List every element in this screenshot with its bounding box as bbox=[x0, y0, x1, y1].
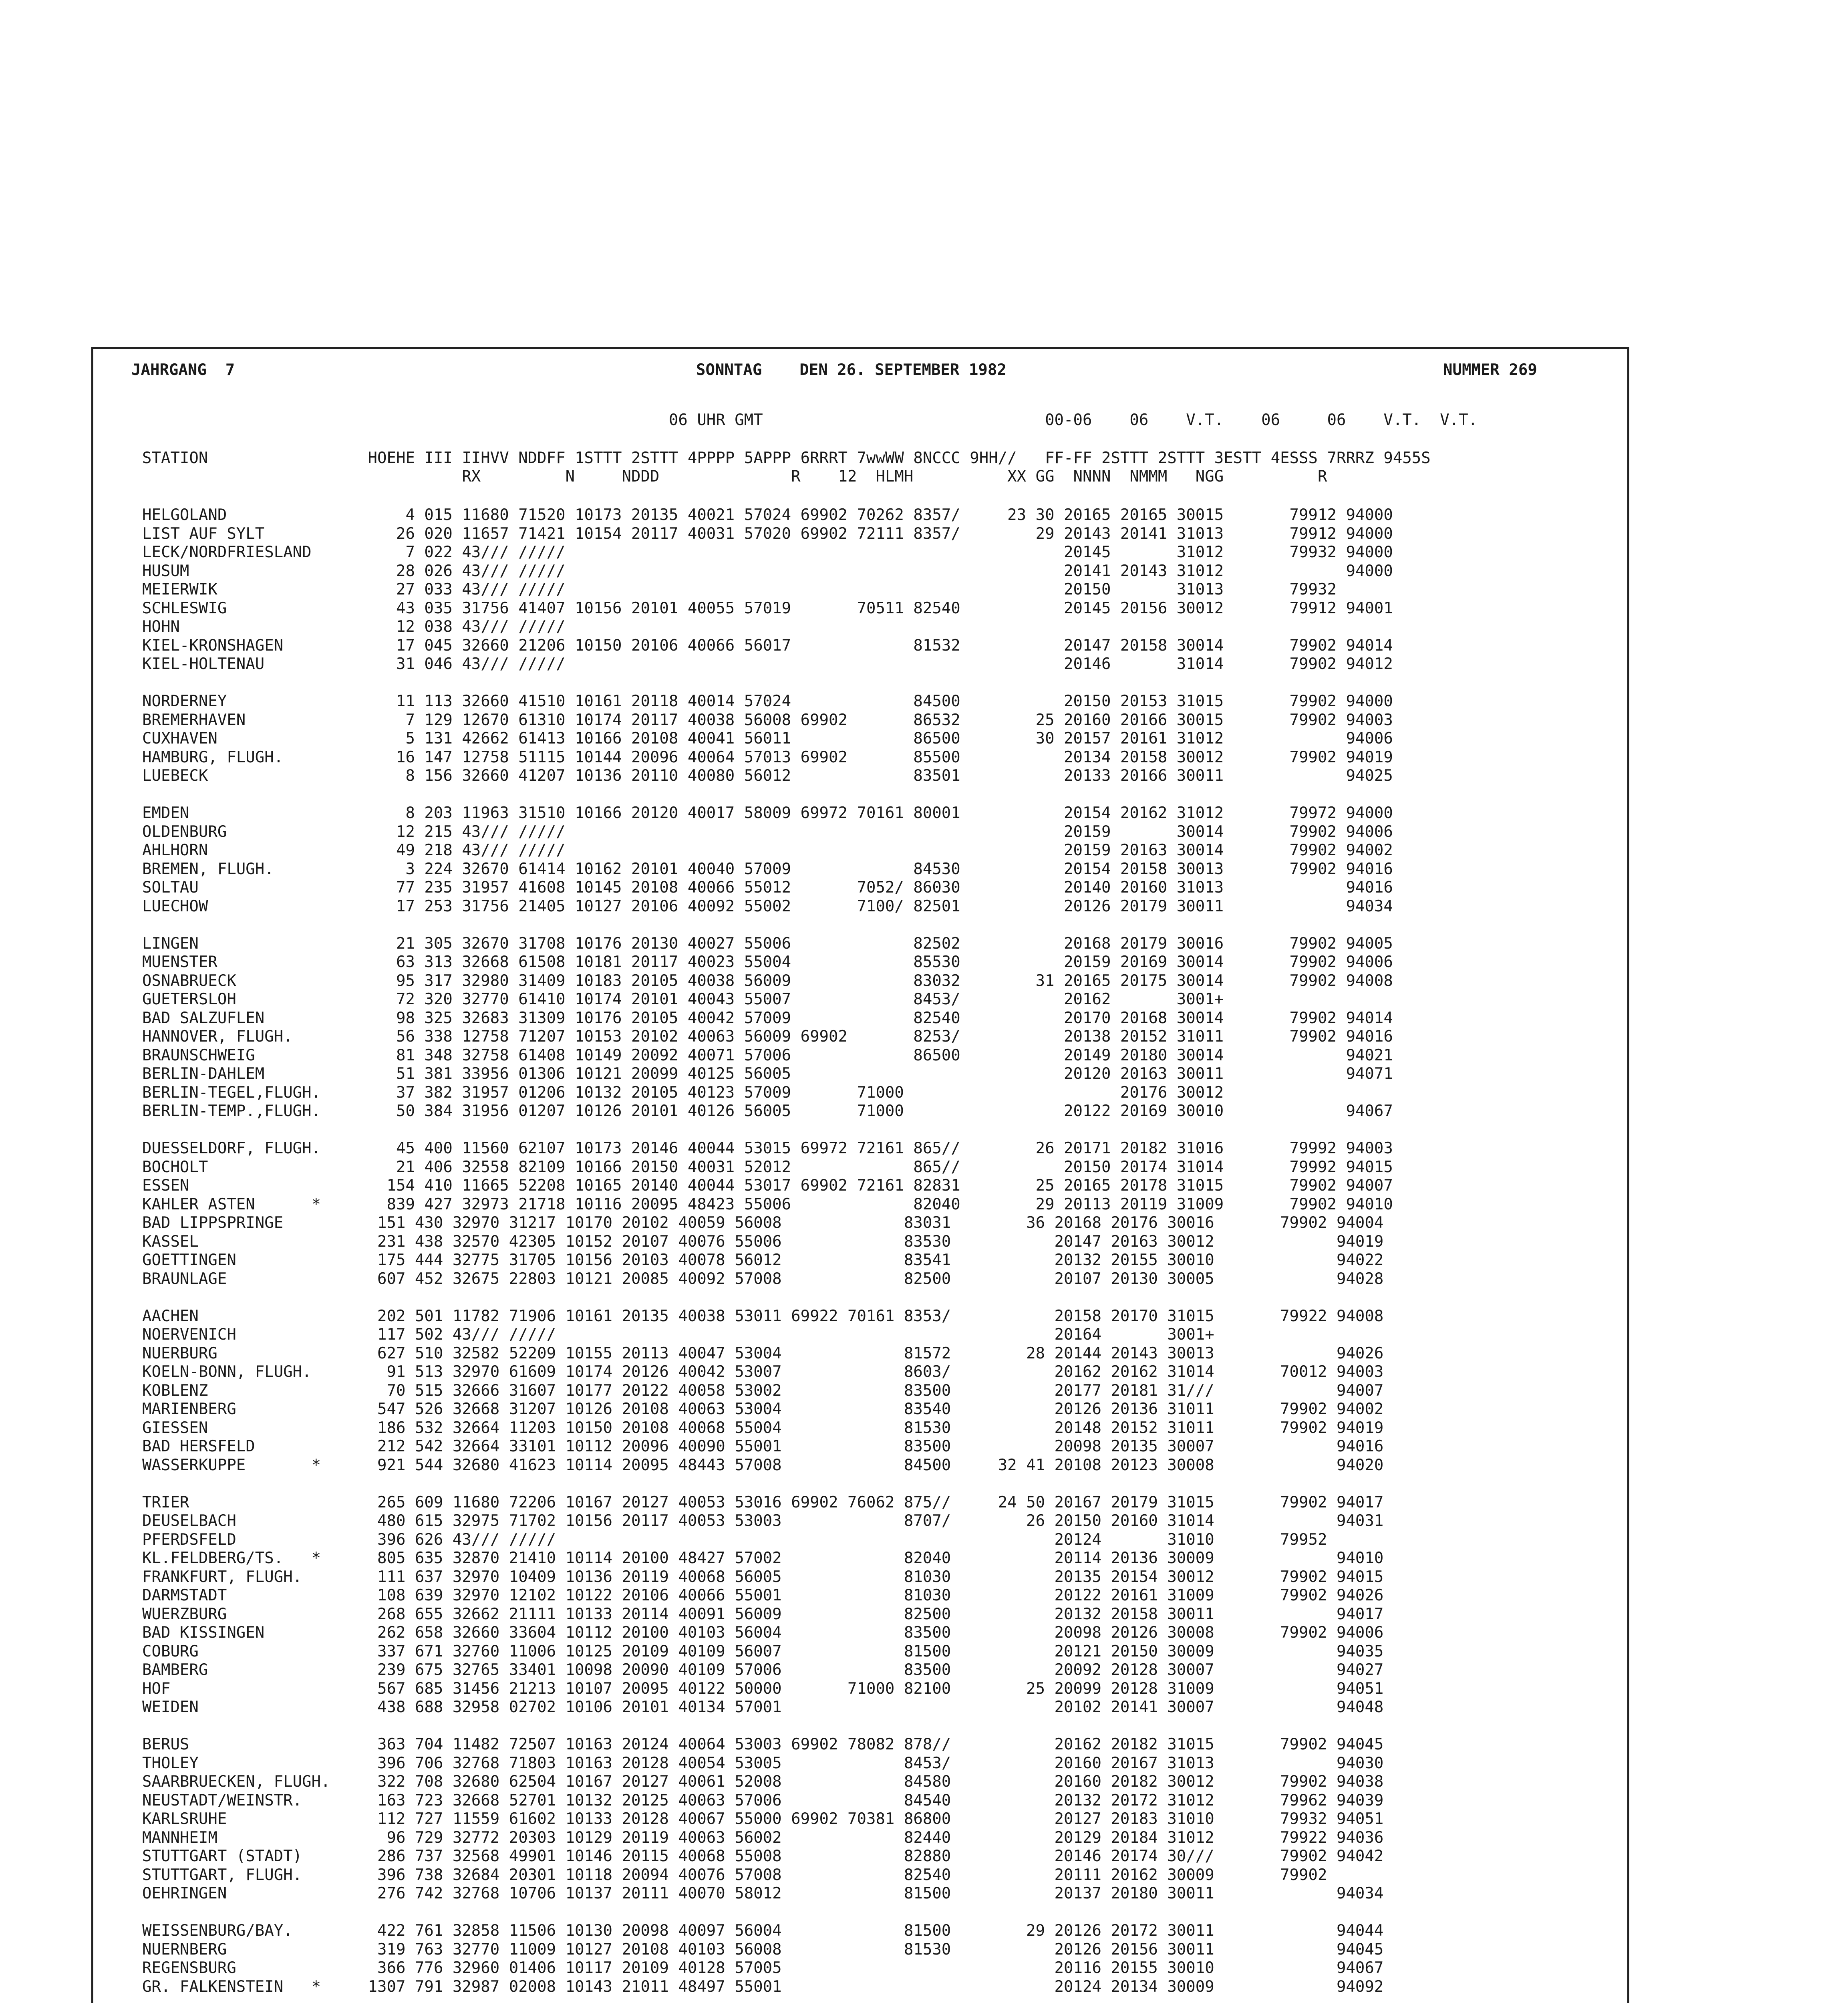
station-row: HUSUM 28 026 43/// ///// 20141 20143 31012 94000 bbox=[142, 562, 1393, 580]
station-row: OSNABRUECK 95 317 32980 31409 10183 20105 40038 56009 83032 31 20165 20175 30014 79902 94008 bbox=[142, 971, 1393, 990]
column-header-row-2: RX N NDDD R 12 HLMH XX GG NNNN NMMM NGG R bbox=[142, 468, 1327, 486]
station-row: SAARBRUECKEN, FLUGH. 322 708 32680 62504 10167 20127 40061 52008 84580 20160 20182 30012 79902 94038 bbox=[142, 1773, 1384, 1791]
station-row: GOETTINGEN 175 444 32775 31705 10156 20103 40078 56012 83541 20132 20155 30010 94022 bbox=[142, 1251, 1384, 1269]
station-row: MARIENBERG 547 526 32668 31207 10126 20108 40063 53004 83540 20126 20136 31011 79902 94002 bbox=[142, 1400, 1384, 1418]
station-row: CUXHAVEN 5 131 42662 61413 10166 20108 40041 56011 86500 30 20157 20161 31012 94006 bbox=[142, 729, 1393, 748]
station-row: WEIDEN 438 688 32958 02702 10106 20101 40134 57001 20102 20141 30007 94048 bbox=[142, 1698, 1384, 1716]
station-row: GIESSEN 186 532 32664 11203 10150 20108 40068 55004 81530 20148 20152 31011 79902 94019 bbox=[142, 1419, 1384, 1437]
column-header-row-1: STATION HOEHE III IIHVV NDDFF 1STTT 2STTT 4PPPP 5APPP 6RRRT 7wwWW 8NCCC 9HH// FF-FF 2STTT 2STTT 3ESTT 4ESSS 7RRRZ 9455S bbox=[142, 449, 1431, 467]
station-row: MUENSTER 63 313 32668 61508 10181 20117 40023 55004 85530 20159 20169 30014 79902 94006 bbox=[142, 953, 1393, 971]
station-row: BERLIN-DAHLEM 51 381 33956 01306 10121 20099 40125 56005 20120 20163 30011 94071 bbox=[142, 1065, 1393, 1083]
station-row: KIEL-HOLTENAU 31 046 43/// ///// 20146 31014 79902 94012 bbox=[142, 655, 1393, 673]
station-row: KARLSRUHE 112 727 11559 61602 10133 20128 40067 55000 69902 70381 86800 20127 20183 31010 79932 94051 bbox=[142, 1810, 1384, 1828]
station-row: AACHEN 202 501 11782 71906 10161 20135 40038 53011 69922 70161 8353/ 20158 20170 31015 79922 94008 bbox=[142, 1307, 1384, 1325]
station-row: BERLIN-TEGEL,FLUGH. 37 382 31957 01206 10132 20105 40123 57009 71000 20176 30012 bbox=[142, 1083, 1224, 1102]
station-row: HAMBURG, FLUGH. 16 147 12758 51115 10144 20096 40064 57013 69902 85500 20134 20158 30012 79902 94019 bbox=[142, 748, 1393, 766]
station-row: BRAUNLAGE 607 452 32675 22803 10121 20085 40092 57008 82500 20107 20130 30005 94028 bbox=[142, 1270, 1384, 1288]
station-row: COBURG 337 671 32760 11006 10125 20109 40109 56007 81500 20121 20150 30009 94035 bbox=[142, 1642, 1384, 1660]
station-row: REGENSBURG 366 776 32960 01406 10117 20109 40128 57005 20116 20155 30010 94067 bbox=[142, 1959, 1384, 1977]
station-row: PFERDSFELD 396 626 43/// ///// 20124 31010 79952 bbox=[142, 1530, 1327, 1549]
group-separator bbox=[142, 1903, 1393, 1922]
station-row: ESSEN 154 410 11665 52208 10165 20140 40044 53017 69902 72161 82831 25 20165 20178 31015 79902 94007 bbox=[142, 1177, 1393, 1195]
station-row: THOLEY 396 706 32768 71803 10163 20128 40054 53005 8453/ 20160 20167 31013 94030 bbox=[142, 1754, 1384, 1772]
station-row: KL.FELDBERG/TS. * 805 635 32870 21410 10114 20100 48427 57002 82040 20114 20136 30009 94010 bbox=[142, 1549, 1384, 1567]
station-row: MANNHEIM 96 729 32772 20303 10129 20119 40063 56002 82440 20129 20184 31012 79922 94036 bbox=[142, 1828, 1384, 1847]
station-row: WASSERKUPPE * 921 544 32680 41623 10114 20095 48443 57008 84500 32 41 20108 20123 30008 94020 bbox=[142, 1456, 1384, 1474]
group-separator bbox=[142, 1121, 1393, 1140]
station-row: BRAUNSCHWEIG 81 348 32758 61408 10149 20092 40071 57006 86500 20149 20180 30014 94021 bbox=[142, 1046, 1393, 1064]
station-row: OEHRINGEN 276 742 32768 10706 10137 20111 40070 58012 81500 20137 20180 30011 94034 bbox=[142, 1884, 1384, 1902]
station-row: HOF 567 685 31456 21213 10107 20095 40122 50000 71000 82100 25 20099 20128 31009 94051 bbox=[142, 1679, 1384, 1698]
station-row: DEUSELBACH 480 615 32975 71702 10156 20117 40053 53003 8707/ 26 20150 20160 31014 94031 bbox=[142, 1512, 1384, 1530]
station-row: BAMBERG 239 675 32765 33401 10098 20090 40109 57006 83500 20092 20128 30007 94027 bbox=[142, 1661, 1384, 1679]
station-row: DARMSTADT 108 639 32970 12102 10122 20106 40066 55001 81030 20122 20161 31009 79902 94026 bbox=[142, 1586, 1384, 1604]
station-row: NUERNBERG 319 763 32770 11009 10127 20108 40103 56008 81530 20126 20156 30011 94045 bbox=[142, 1940, 1384, 1959]
station-row: LUECHOW 17 253 31756 21405 10127 20106 40092 55002 7100/ 82501 20126 20179 30011 94034 bbox=[142, 897, 1393, 915]
station-row: KIEL-KRONSHAGEN 17 045 32660 21206 10150 20106 40066 56017 81532 20147 20158 30014 79902 94014 bbox=[142, 636, 1393, 655]
station-row: BAD LIPPSPRINGE 151 430 32970 31217 10170 20102 40059 56008 83031 36 20168 20176 30016 79902 94004 bbox=[142, 1214, 1384, 1232]
station-row: NORDERNEY 11 113 32660 41510 10161 20118 40014 57024 84500 20150 20153 31015 79902 94000 bbox=[142, 692, 1393, 710]
station-row: WEISSENBURG/BAY. 422 761 32858 11506 10130 20098 40097 56004 81500 29 20126 20172 30011 94044 bbox=[142, 1922, 1384, 1940]
station-row: OLDENBURG 12 215 43/// ///// 20159 30014 79902 94006 bbox=[142, 822, 1393, 841]
volume-label: JAHRGANG 7 bbox=[131, 361, 235, 379]
station-row: LECK/NORDFRIESLAND 7 022 43/// ///// 20145 31012 79932 94000 bbox=[142, 543, 1393, 561]
station-row: HELGOLAND 4 015 11680 71520 10173 20135 40021 57024 69902 70262 8357/ 23 30 20165 20165 30015 79912 94000 bbox=[142, 506, 1393, 524]
station-row: KOBLENZ 70 515 32666 31607 10177 20122 40058 53002 83500 20177 20181 31/// 94007 bbox=[142, 1381, 1384, 1400]
station-row: BERLIN-TEMP.,FLUGH. 50 384 31956 01207 10126 20101 40126 56005 71000 20122 20169 30010 94067 bbox=[142, 1102, 1393, 1120]
station-row: HANNOVER, FLUGH. 56 338 12758 71207 10153 20102 40063 56009 69902 8253/ 20138 20152 31011 79902 94016 bbox=[142, 1028, 1393, 1046]
station-row: GR. FALKENSTEIN * 1307 791 32987 02008 10143 21011 48497 55001 20124 20134 30009 94092 bbox=[142, 1977, 1384, 1996]
group-separator bbox=[142, 1717, 1393, 1736]
station-row: EMDEN 8 203 11963 31510 10166 20120 40017 58009 69972 70161 80001 20154 20162 31012 79972 94000 bbox=[142, 804, 1393, 822]
station-row: WUERZBURG 268 655 32662 21111 10133 20114 40091 56009 82500 20132 20158 30011 94017 bbox=[142, 1605, 1384, 1623]
group-separator bbox=[142, 674, 1393, 693]
group-separator bbox=[142, 786, 1393, 804]
station-row: BREMEN, FLUGH. 3 224 32670 61414 10162 20101 40040 57009 84530 20154 20158 30013 79902 94016 bbox=[142, 860, 1393, 878]
station-row: LIST AUF SYLT 26 020 11657 71421 10154 20117 40031 57020 69902 72111 8357/ 29 20143 20141 31013 79912 94000 bbox=[142, 524, 1393, 543]
station-table bbox=[142, 506, 1393, 2003]
station-row: KASSEL 231 438 32570 42305 10152 20107 40076 55006 83530 20147 20163 30012 94019 bbox=[142, 1232, 1384, 1251]
station-row: DUESSELDORF, FLUGH. 45 400 11560 62107 10173 20146 40044 53015 69972 72161 865// 26 20171 20182 31016 79992 94003 bbox=[142, 1139, 1393, 1157]
station-row: BAD KISSINGEN 262 658 32660 33604 10112 20100 40103 56004 83500 20098 20126 30008 79902 94006 bbox=[142, 1624, 1384, 1642]
station-row: STUTTGART, FLUGH. 396 738 32684 20301 10118 20094 40076 57008 82540 20111 20162 30009 79902 bbox=[142, 1866, 1327, 1884]
station-row: HOHN 12 038 43/// ///// bbox=[142, 618, 566, 636]
station-row: KAHLER ASTEN * 839 427 32973 21718 10116 20095 48423 55006 82040 29 20113 20119 31009 79902 94010 bbox=[142, 1195, 1393, 1213]
station-row: BERUS 363 704 11482 72507 10163 20124 40064 53003 69902 78082 878// 20162 20182 31015 79902 94045 bbox=[142, 1735, 1384, 1753]
issue-number: NUMMER 269 bbox=[1443, 361, 1537, 379]
column-group-header: 06 UHR GMT 00-06 06 V.T. 06 06 V.T. V.T. bbox=[142, 411, 1478, 429]
station-row: LUEBECK 8 156 32660 41207 10136 20110 40080 56012 83501 20133 20166 30011 94025 bbox=[142, 767, 1393, 785]
report-frame bbox=[91, 347, 1629, 2003]
group-separator bbox=[142, 1288, 1393, 1307]
station-row: BREMERHAVEN 7 129 12670 61310 10174 20117 40038 56008 69902 86532 25 20160 20166 30015 79902 94003 bbox=[142, 711, 1393, 729]
station-row: BAD SALZUFLEN 98 325 32683 31309 10176 20105 40042 57009 82540 20170 20168 30014 79902 94014 bbox=[142, 1009, 1393, 1027]
station-row: LINGEN 21 305 32670 31708 10176 20130 40027 55006 82502 20168 20179 30016 79902 94005 bbox=[142, 934, 1393, 953]
station-row: STUTTGART (STADT) 286 737 32568 49901 10146 20115 40068 55008 82880 20146 20174 30/// 79902 94042 bbox=[142, 1847, 1384, 1865]
station-row: NOERVENICH 117 502 43/// ///// 20164 3001+ bbox=[142, 1326, 1214, 1344]
station-row: KOELN-BONN, FLUGH. 91 513 32970 61609 10174 20126 40042 53007 8603/ 20162 20162 31014 70012 94003 bbox=[142, 1363, 1384, 1381]
station-row: SCHLESWIG 43 035 31756 41407 10156 20101 40055 57019 70511 82540 20145 20156 30012 79912 94001 bbox=[142, 599, 1393, 617]
station-row: NUERBURG 627 510 32582 52209 10155 20113 40047 53004 81572 28 20144 20143 30013 94026 bbox=[142, 1344, 1384, 1362]
station-row: BOCHOLT 21 406 32558 82109 10166 20150 40031 52012 865// 20150 20174 31014 79992 94015 bbox=[142, 1158, 1393, 1176]
station-row: SOLTAU 77 235 31957 41608 10145 20108 40066 55012 7052/ 86030 20140 20160 31013 94016 bbox=[142, 879, 1393, 897]
group-separator bbox=[142, 1996, 1393, 2003]
station-row: BAD HERSFELD 212 542 32664 33101 10112 20096 40090 55001 83500 20098 20135 30007 94016 bbox=[142, 1437, 1384, 1455]
station-row: GUETERSLOH 72 320 32770 61410 10174 20101 40043 55007 8453/ 20162 3001+ bbox=[142, 990, 1224, 1008]
station-row: NEUSTADT/WEINSTR. 163 723 32668 52701 10132 20125 40063 57006 84540 20132 20172 31012 79962 94039 bbox=[142, 1791, 1384, 1810]
group-separator bbox=[142, 1475, 1393, 1493]
station-row: AHLHORN 49 218 43/// ///// 20159 20163 30014 79902 94002 bbox=[142, 841, 1393, 859]
station-row: MEIERWIK 27 033 43/// ///// 20150 31013 79932 bbox=[142, 580, 1337, 598]
station-row: FRANKFURT, FLUGH. 111 637 32970 10409 10136 20119 40068 56005 81030 20135 20154 30012 79902 94015 bbox=[142, 1568, 1384, 1586]
date-label: SONNTAG DEN 26. SEPTEMBER 1982 bbox=[696, 361, 1007, 379]
station-row: TRIER 265 609 11680 72206 10167 20127 40053 53016 69902 76062 875// 24 50 20167 20179 31015 79902 94017 bbox=[142, 1493, 1384, 1511]
group-separator bbox=[142, 916, 1393, 935]
